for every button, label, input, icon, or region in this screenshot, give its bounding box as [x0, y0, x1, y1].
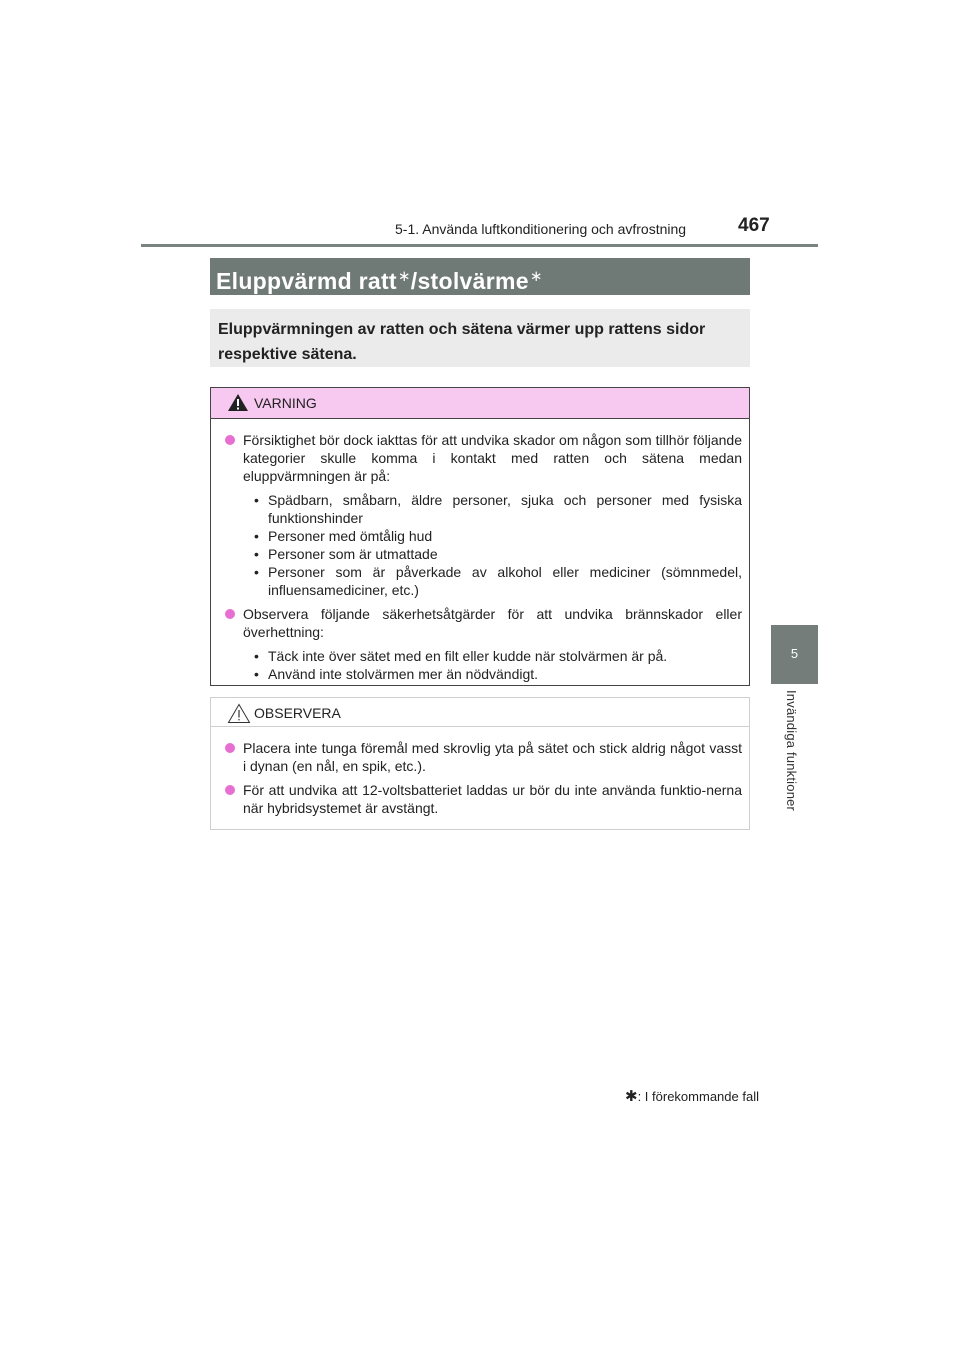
warning-item-text: Observera följande säkerhetsåtgärder för att undvika brännskador eller överhettning: [243, 606, 742, 640]
title-asterisk-1: ∗ [397, 268, 411, 285]
section-heading: 5-1. Använda luftkonditionering och avfrostning [395, 221, 687, 237]
header-divider [141, 244, 818, 247]
chapter-label: Invändiga funktioner [784, 690, 799, 812]
page-title [210, 258, 750, 295]
notice-heading: OBSERVERA [254, 705, 341, 721]
bullet-icon [225, 609, 235, 619]
title-part-1: Eluppvärmd ratt [216, 268, 397, 294]
warning-sublist [254, 647, 742, 683]
sublist-item: • Personer som är påverkade av alkohol eller mediciner (sömnmedel, influensamediciner, etc.) [254, 563, 742, 599]
caution-outline-icon [227, 703, 251, 724]
sublist-item: • Täck inte över sätet med en filt eller kudde när stolvärmen är på. [254, 647, 742, 665]
sublist-item: • Personer med ömtålig hud [254, 527, 742, 545]
warning-box [210, 387, 750, 686]
notice-item [218, 739, 742, 775]
notice-item-text: För att undvika att 12-voltsbatteriet laddas ur bör du inte använda funktio-nerna när hybridsystemet är avstängt. [243, 782, 742, 816]
bullet-icon [225, 435, 235, 445]
intro-box [210, 309, 750, 367]
sublist-item: • Använd inte stolvärmen mer än nödvändigt. [254, 665, 742, 683]
sublist-item: • Spädbarn, småbarn, äldre personer, sjuka och personer med fysiska funktionshinder [254, 491, 742, 527]
footnote-text: : I förekommande fall [637, 1089, 759, 1104]
notice-body [211, 727, 749, 817]
title-asterisk-2: ∗ [529, 268, 543, 285]
title-part-2: /stolvärme [410, 268, 529, 294]
page-number: 467 [738, 215, 770, 236]
warning-item [218, 431, 742, 485]
chapter-tab [771, 625, 818, 684]
bullet-icon [225, 743, 235, 753]
footnote [625, 1087, 759, 1105]
warning-item-text: Försiktighet bör dock iakttas för att undvika skador om någon som tillhör följande kategorier skulle komma i kontakt med ratten och sätena medan eluppvärmningen är på: [243, 432, 742, 484]
notice-box [210, 697, 750, 830]
warning-header [211, 388, 749, 419]
warning-item [218, 605, 742, 641]
warning-triangle-icon [227, 393, 249, 412]
chapter-number: 5 [790, 646, 799, 661]
warning-sublist [254, 491, 742, 599]
warning-heading: VARNING [254, 395, 317, 411]
warning-body [211, 419, 749, 683]
bullet-icon [225, 785, 235, 795]
intro-text: Eluppvärmningen av ratten och sätena värmer upp rattens sidor respektive sätena. [218, 321, 706, 363]
footnote-star-icon: ✱ [625, 1088, 638, 1105]
notice-item [218, 781, 742, 817]
notice-item-text: Placera inte tunga föremål med skrovlig yta på sätet och stick aldrig något vasst i dynan (en nål, en spik, etc.). [243, 740, 742, 774]
notice-header [211, 698, 749, 727]
sublist-item: • Personer som är utmattade [254, 545, 742, 563]
